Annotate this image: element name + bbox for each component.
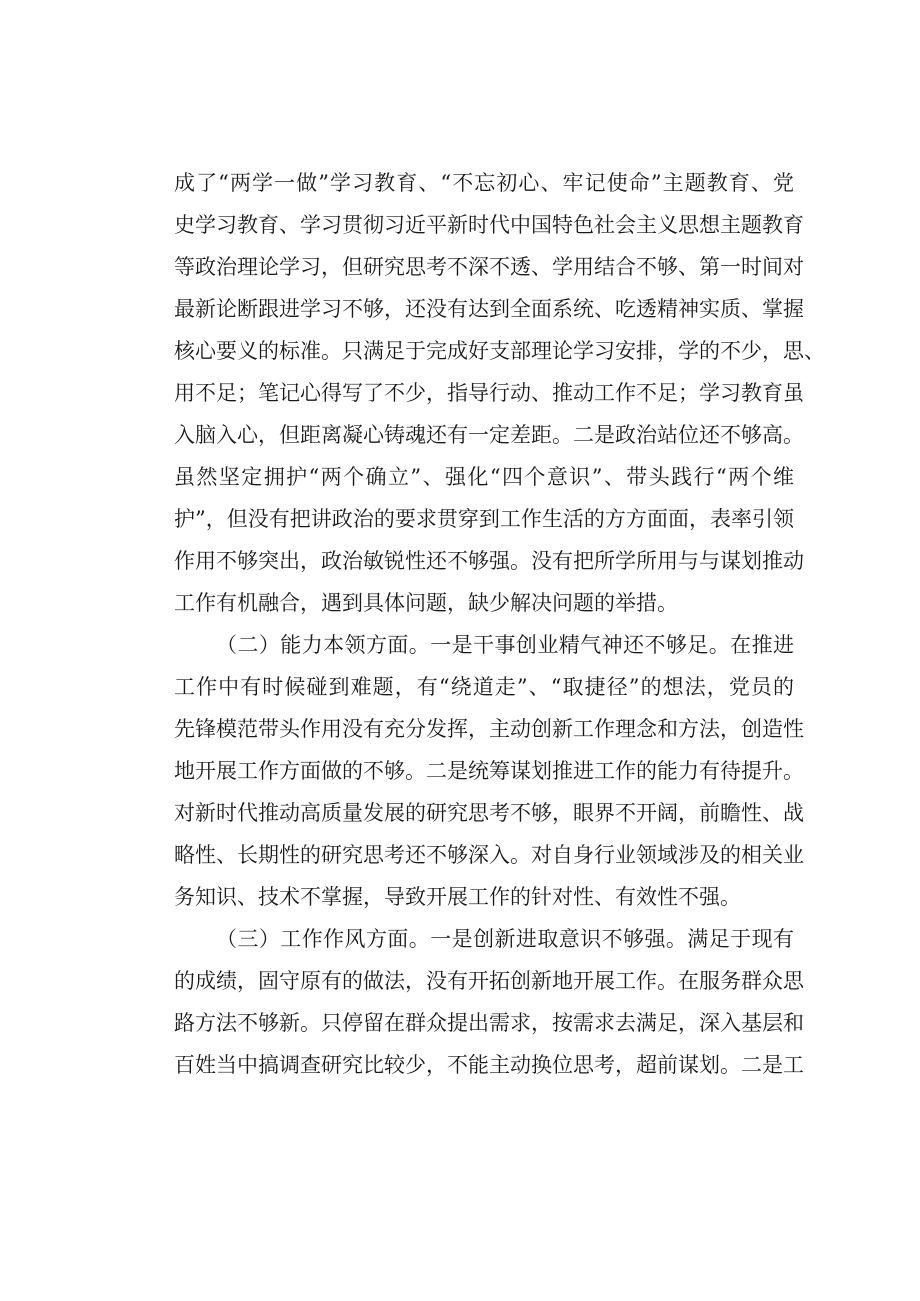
text-line: 地开展工作方面做的不够。二是统筹谋划推进工作的能力有待提升。	[174, 759, 804, 783]
text-line: 等政治理论学习，但研究思考不深不透、学用结合不够、第一时间对	[174, 255, 804, 279]
text-line: 先锋模范带头作用没有充分发挥，主动创新工作理念和方法，创造性	[174, 717, 804, 741]
text-line: 略性、长期性的研究思考还不够深入。对自身行业领域涉及的相关业	[174, 843, 804, 867]
text-line: 百姓当中搞调查研究比较少，不能主动换位思考，超前谋划。二是工	[174, 1053, 804, 1077]
text-line: 成了“两学一做”学习教育、“不忘初心、牢记使命”主题教育、党	[174, 171, 794, 195]
text-line: 对新时代推动高质量发展的研究思考不够，眼界不开阔，前瞻性、战	[174, 801, 804, 825]
text-line: 核心要义的标准。只满足于完成好支部理论学习安排，学的不少，思、	[174, 339, 825, 363]
text-line: 的成绩，固守原有的做法，没有开拓创新地开展工作。在服务群众思	[174, 969, 804, 993]
text-line: 务知识、技术不掌握，导致开展工作的针对性、有效性不强。	[174, 885, 741, 909]
text-line: 工作中有时候碰到难题，有“绕道走”、“取捷径”的想法，党员的	[174, 675, 794, 699]
text-line: 工作有机融合，遇到具体问题，缺少解决问题的举措。	[174, 591, 678, 615]
text-line: 作用不够突出，政治敏锐性还不够强。没有把所学所用与与谋划推动	[174, 549, 804, 573]
text-line: 入脑入心，但距离凝心铸魂还有一定差距。二是政治站位还不够高。	[174, 423, 804, 447]
text-line: 用不足；笔记心得写了不少，指导行动、推动工作不足；学习教育虽	[174, 381, 804, 405]
text-line: 史学习教育、学习贯彻习近平新时代中国特色社会主义思想主题教育	[174, 213, 804, 237]
text-line: 路方法不够新。只停留在群众提出需求，按需求去满足，深入基层和	[174, 1011, 804, 1035]
text-line: 虽然坚定拥护“两个确立”、强化“四个意识”、带头践行“两个维	[174, 465, 794, 489]
paragraph-heading-line: （三）工作作风方面。一是创新进取意识不够强。满足于现有	[216, 927, 794, 951]
text-line: 最新论断跟进学习不够，还没有达到全面系统、吃透精神实质、掌握	[174, 297, 804, 321]
paragraph-heading-line: （二）能力本领方面。一是干事创业精气神还不够足。在推进	[216, 633, 794, 657]
text-line: 护”，但没有把讲政治的要求贯穿到工作生活的方方面面，表率引领	[174, 507, 794, 531]
